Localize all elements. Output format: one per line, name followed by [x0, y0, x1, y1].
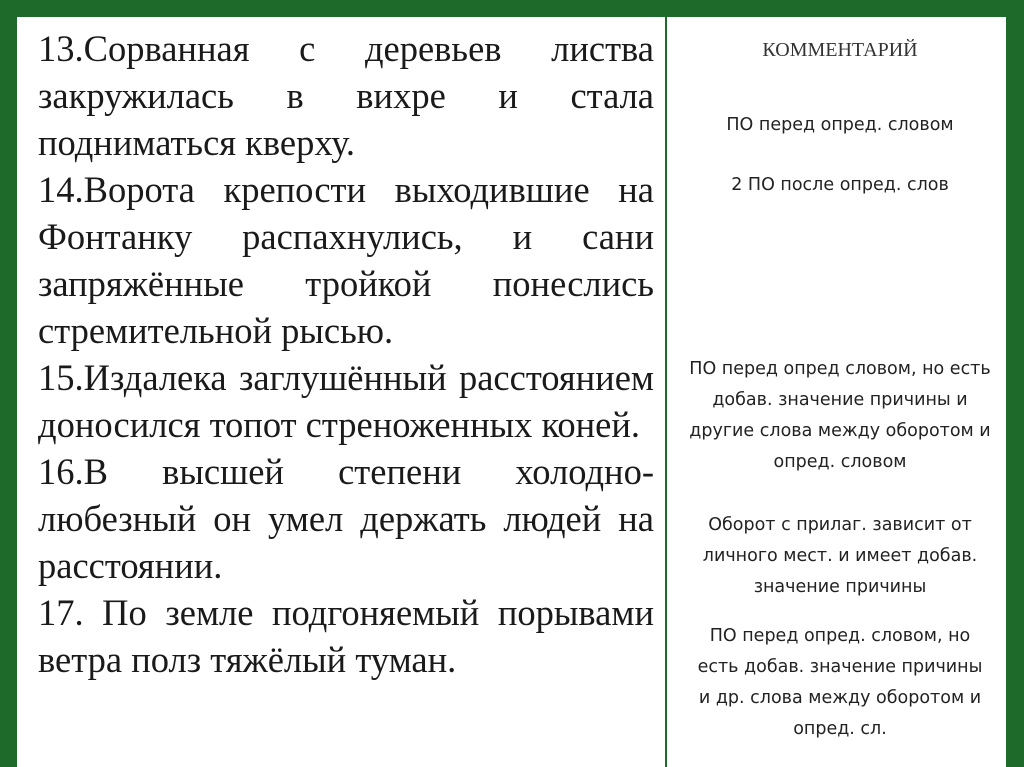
- comment-14: 2 ПО после опред. слов: [731, 175, 949, 195]
- comments-column: [677, 17, 1003, 767]
- sentences-column: [38, 25, 654, 683]
- sentence-14: 14.Ворота крепости выходившие на Фонтанку распахнулись, и сани запряжённые тройкой понеслись стремительной рысью.: [38, 169, 654, 351]
- sentence-13: 13.Сорванная с деревьев листва закружилась в вихре и стала подниматься кверху.: [38, 28, 654, 163]
- comment-13: ПО перед опред. словом: [726, 115, 954, 135]
- column-divider: [665, 17, 667, 767]
- sentence-17: 17. По земле подгоняемый порывами ветра полз тяжёлый туман.: [38, 592, 654, 680]
- slide: [17, 17, 1006, 767]
- sentence-16: 16.В высшей степени холодно-любезный он умел держать людей на расстоянии.: [38, 451, 654, 586]
- sentence-15: 15.Издалека заглушённый расстоянием доносился топот стреноженных коней.: [38, 357, 654, 445]
- comment-15: ПО перед опред словом, но есть добав. значение причины и другие слова между оборотом и опред. словом: [689, 359, 991, 472]
- comment-17: ПО перед опред. словом, но есть добав. значение причины и др. слова между оборотом и опред. сл.: [697, 626, 983, 739]
- comment-16: Оборот с прилаг. зависит от личного мест. и имеет добав. значение причины: [702, 515, 978, 597]
- comments-heading: КОММЕНТАРИЙ: [762, 39, 918, 61]
